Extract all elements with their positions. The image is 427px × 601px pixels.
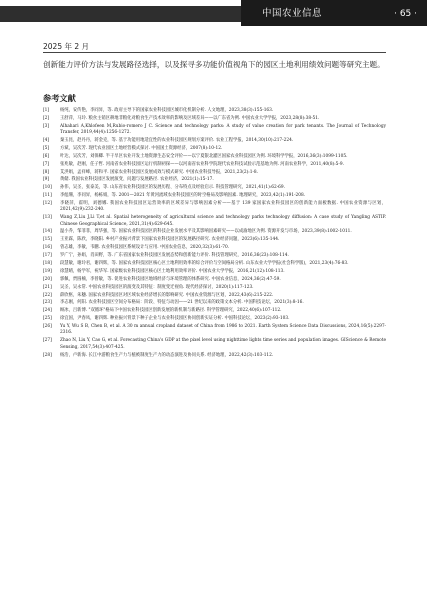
reference-number: [20] <box>43 276 52 282</box>
reference-number: [18] <box>43 261 52 267</box>
reference-number: [12] <box>43 201 52 207</box>
reference-number: [23] <box>43 300 52 306</box>
reference-number: [21] <box>43 284 52 290</box>
reference-text: 薛欣枢，朱穗. 国家农业科技园区对区域农业经济增长的影响研究. 中国农业资源与区划，2022,43(6):215-222. <box>60 292 274 298</box>
reference-number: [28] <box>43 352 52 358</box>
reference-item <box>43 277 386 283</box>
reference-number: [2] <box>43 115 50 121</box>
running-header <box>0 0 427 26</box>
reference-text: 顾冰，吕新博. "双循环"格局下中国农业科技园区创新发展的新机制与新路径. 科学管理研究，2022,40(6):107-112. <box>60 308 282 314</box>
reference-item <box>43 170 386 176</box>
reference-text: 李志刚，何阳. 农业科技园区空间分布格局：阶段、特征与动因——21 世纪以来的政策文本分析. 中国科技论坛，2021(3):8-16. <box>60 300 304 306</box>
reference-item <box>43 269 386 275</box>
reference-item <box>43 261 386 267</box>
reference-item <box>43 146 386 152</box>
reference-number: [7] <box>43 161 50 167</box>
reference-item <box>43 253 386 259</box>
reference-number: [1] <box>43 108 50 113</box>
reference-number: [10] <box>43 185 52 191</box>
reference-item <box>43 124 386 137</box>
reference-number: [17] <box>43 253 52 259</box>
reference-text: Wang Z,Liu J,Li T,et al. Spatial heterogeneity of agricultural science and technology parks technology diffusion: A case study of Yangling ASTIP. Chinese Geographical Science, 2021,31(4):629-645. <box>60 215 386 227</box>
reference-text: 罗广宁，孙娟，肖田野，等. 广东省国家农业科技园区发展态势和创新能力评价. 科技管理研究，2016,36(23):108-114. <box>60 253 289 259</box>
reference-number: [19] <box>43 268 52 274</box>
reference-item <box>43 338 386 351</box>
reference-item <box>43 116 386 122</box>
journal-name: 中国农业信息 <box>262 8 323 19</box>
reference-number: [9] <box>43 177 50 183</box>
reference-item <box>43 300 386 306</box>
reference-number: [14] <box>43 229 52 235</box>
reference-text: 黄储. 我国农业科技园区发展演变、问题与发展路径. 农业经济，2021(1):15-17. <box>60 177 214 183</box>
reference-number: [3] <box>43 123 50 129</box>
reference-item <box>43 162 386 168</box>
reference-text: Zhao N, Liu Y, Cao G, et al. Forecasting China's GDP at the pixel level using nighttime lights time series and population images. GIScience & Remote Sensing, 2017,54(3):407-425. <box>60 338 386 350</box>
reference-text: 方斌，吴次芳. 现代农业园区土地经营模式探讨. 中国国土资源经济，2007(8):10-12. <box>60 145 223 151</box>
reference-text: 艾洪娟，孟祥峰，蒋和平. 国家农业科技园区发展成效与模式研究. 中国农业科技导报，2021,23(2):1-8. <box>60 169 259 175</box>
reference-number: [13] <box>43 215 52 221</box>
reference-text: 李晓萍，霍明，刘德娜. 我国农业科技园区运营效率的区域差异与影响因素分析——基于 139 家国家农业科技园区的创新能力面板数据. 中国农业资源与区划，2021,42(9):232-240. <box>60 201 386 213</box>
reference-number: [25] <box>43 316 52 322</box>
reference-item <box>43 285 386 291</box>
reference-item <box>43 245 386 251</box>
reference-text: 杨纯，安传艳，李同昇，等. 政府主导下的国家农业科技园区城市化机制分析. 人文地理，2023,38(3):155-163. <box>60 108 274 113</box>
reference-text: 李彪珊，李同昇，杨栋娟，等. 2001—2021 年黄河流域农业科技园区的时空格局及影响因素. 地理研究，2023,42(1):191-208. <box>60 193 306 199</box>
reference-number: [26] <box>43 324 52 330</box>
reference-item <box>43 108 386 114</box>
reference-text: 王亚霖，陈欣，李晓阳. 乡村产业振兴背景下国家农业科技园区的发展路径研究. 农业经济问题，2023(6):135-144. <box>60 237 280 243</box>
reference-text: 秦玉昆，赵丹丹，蒋金克，等. 基于功能用地适宜性的农业科技园区规划方案评价. 农业工程学报，2014,30(10):217-224. <box>60 137 294 143</box>
references-heading: 参考文献 <box>43 93 76 103</box>
reference-text: 徐慧晴，杨学军，祝华军. 国家级农业科技园区核心区土地利用效率评价. 中国农业大学学报，2016,21(12):108-113. <box>60 268 285 274</box>
reference-item <box>43 316 386 322</box>
body-paragraph: 创新能力评价方法与发展路径选择，以及探寻多功能价值视角下的园区土地利用绩效问题等研究主题。 <box>43 60 385 69</box>
reference-list <box>43 108 386 360</box>
reference-item <box>43 353 386 359</box>
reference-text: Alhahari A,Khlofeen M,Rubio-romero J C. Science and technology parks: A study of value creation for park tenants. The Journal of Technology Transfer, 2019,44(4):1256-1272. <box>60 123 386 136</box>
reference-item <box>43 237 386 243</box>
reference-number: [4] <box>43 137 50 143</box>
reference-item <box>43 154 386 160</box>
reference-number: [6] <box>43 153 50 159</box>
reference-number: [16] <box>43 245 52 251</box>
reference-number: [5] <box>43 145 50 151</box>
reference-text: 徐宜国，尹春凤，谢四辉. 种业振兴背景下种子企业与农业科技园区协同创新实证分析. 中国科技论坛，2023(2):93-103. <box>60 316 290 322</box>
reference-item <box>43 138 386 144</box>
reference-number: [27] <box>43 338 52 344</box>
reference-number: [11] <box>43 193 52 199</box>
reference-number: [15] <box>43 237 52 243</box>
reference-text: 曾志雄，李敏，韦鹏. 农业科技园区系统设计与应用. 中国农业信息，2020,32(3):61-70. <box>60 245 230 251</box>
reference-text: 段慧敏，谢玲君，谢四辉，等. 国家农业科技园区核心区土地利用效率的综合评价与空间格局分析. 山东农业大学学报(社会科学版)，2021,23(4):76-83. <box>60 261 349 267</box>
reference-text: Yu Y, Wu S B, Chen B, et al. A 30 m annual cropland dataset of China from 1986 to 2021. Earth System Science Data Discussions, 2024,16(5):2297-2316. <box>60 324 386 336</box>
reference-item <box>43 185 386 191</box>
page-number: · 65 · <box>394 9 417 19</box>
reference-item <box>43 324 386 337</box>
reference-item <box>43 308 386 314</box>
reference-item <box>43 293 386 299</box>
reference-number: [8] <box>43 169 50 175</box>
reference-text: 叶达，吴次芳，刘保卿. 半干旱区农业开发土地资源生态安全评价——以宁夏银北灌区国家农业科技园区为例. 环境科学学报，2016,36(3):1099-1105. <box>60 153 348 159</box>
issue-date: 2025 年 2 月 <box>43 42 90 51</box>
reference-item <box>43 201 386 214</box>
reference-text: 杨浩，卢新海. 长江中游粮食生产力与植被制度生产力的动态演进及协同关系. 经济地理，2022,42(3):103-112. <box>60 352 274 358</box>
reference-text: 温小乔，邹菲菲，周华强，等. 国家农业科技园区的科技企业发展水平及其影响因素研究——以成渝地区为例. 资源开发与市场，2023,39(8):1002-1011. <box>60 229 352 235</box>
header-rule <box>43 52 386 53</box>
reference-text: 王舒萍，马玲. 粮食主销区耕地非粮化对粮食生产技术效率的影响及区域差异——以广东省为例. 中国农业大学学报，2023,28(8):38-51. <box>60 115 320 121</box>
reference-text: 吴圣，吴永常. 中国农业科技园区的演变及其特征：制度变迁视角. 现代经济探讨，2020(1):117-123. <box>60 284 254 290</box>
reference-number: [22] <box>43 292 52 298</box>
reference-text: 孙伟，吴圣，张泰美，等. 山东省农业科技园区的发展历程、分布特点及经验启示. 科技管理研究，2021,41(1):62-69. <box>60 185 285 191</box>
reference-text: 郭佩，贾圆楠，李曾敏，等. 促进农业科技园区地域经济与环境管理的体系研究. 中国农业信息，2024,36(2):47-59. <box>60 276 281 282</box>
reference-item <box>43 193 386 199</box>
reference-number: [24] <box>43 308 52 314</box>
reference-text: 张兆敏，赵刚，任子哲. 河南省农业科技园区运行机制初探——以河南省农业科学院现代农业科技试验示范基地为例. 河南农业科学，2011,40(8):5-9. <box>60 161 344 167</box>
reference-item <box>43 229 386 235</box>
reference-item <box>43 177 386 183</box>
reference-item <box>43 215 386 228</box>
